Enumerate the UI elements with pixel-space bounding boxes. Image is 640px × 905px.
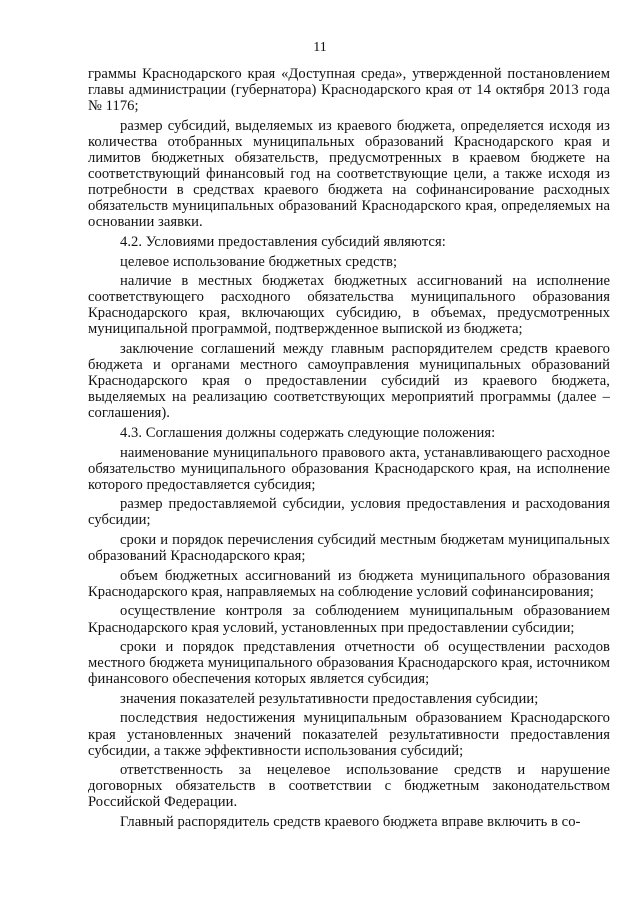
section-4-2-heading: 4.2. Условиями предоставления субсидий являются: — [120, 233, 446, 250]
body-text — [88, 66, 610, 830]
section-4-3-heading: 4.3. Соглашения должны содержать следующие положения: — [120, 424, 496, 441]
agreement-provision: последствия недостижения муниципальным образованием Краснодарского края установленных значений показателей результативности предоставления субсидии, а также эффективности использования субсидий; — [88, 710, 610, 759]
agreement-provision: осуществление контроля за соблюдением муниципальным образованием Краснодарского края условий, установленных при предоставлении субсидии; — [88, 603, 610, 636]
agreement-provision: сроки и порядок перечисления субсидий местным бюджетам муниципальных образований Краснодарского края; — [88, 532, 610, 565]
agreement-provision: объем бюджетных ассигнований из бюджета муниципального образования Краснодарского края, направляемых на соблюдение условий софинансирования; — [88, 567, 610, 600]
condition-item: наличие в местных бюджетах бюджетных ассигнований на исполнение соответствующего расходного обязательства муниципального образования Краснодарского края, включающих субсидию, в объемах, предусмотренных муниципальной программой, подтвержденное выпиской из бюджета; — [88, 273, 610, 338]
condition-item: заключение соглашений между главным распорядителем средств краевого бюджета и органами местного самоуправления муниципальных образований Краснодарского края о предоставлении субсидий из краевого бюджета, выделяемых на реализацию соответствующих мероприятий программы (далее – соглашения). — [88, 341, 610, 422]
condition-item: целевое использование бюджетных средств; — [120, 253, 398, 270]
page-number: 11 — [313, 40, 327, 55]
agreement-provision: ответственность за нецелевое использование средств и нарушение договорных обязательств в соответствии с бюджетным законодательством Российской Федерации. — [88, 762, 610, 811]
agreement-provision: наименование муниципального правового акта, устанавливающего расходное обязательство муниципального образования Краснодарского края, на исполнение которого предоставляется субсидия; — [88, 444, 610, 493]
agreement-provision: сроки и порядок представления отчетности об осуществлении расходов местного бюджета муниципального образования Краснодарского края, источником финансового обеспечения которых является субсидия; — [88, 639, 610, 688]
paragraph-continuation: граммы Краснодарского края «Доступная среда», утвержденной постановлением главы администрации (губернатора) Краснодарского края от 14 октября 2013 года № 1176; — [88, 66, 610, 115]
paragraph-final: Главный распорядитель средств краевого бюджета вправе включить в со- — [120, 814, 581, 831]
paragraph-subsidy-size: размер субсидий, выделяемых из краевого бюджета, определяется исходя из количества отобранных муниципальных образований Краснодарского края и лимитов бюджетных обязательств, предусмотренных в краевом бюджете на соответствующий финансовый год на соответствующие цели, а также исходя из потребности в средствах краевого бюджета на софинансирование расходных обязательств муниципальных образований Краснодарского края, определяемых на основании заявки. — [88, 117, 610, 231]
agreement-provision: значения показателей результативности предоставления субсидии; — [120, 690, 539, 707]
agreement-provision: размер предоставляемой субсидии, условия предоставления и расходования субсидии; — [88, 496, 610, 529]
